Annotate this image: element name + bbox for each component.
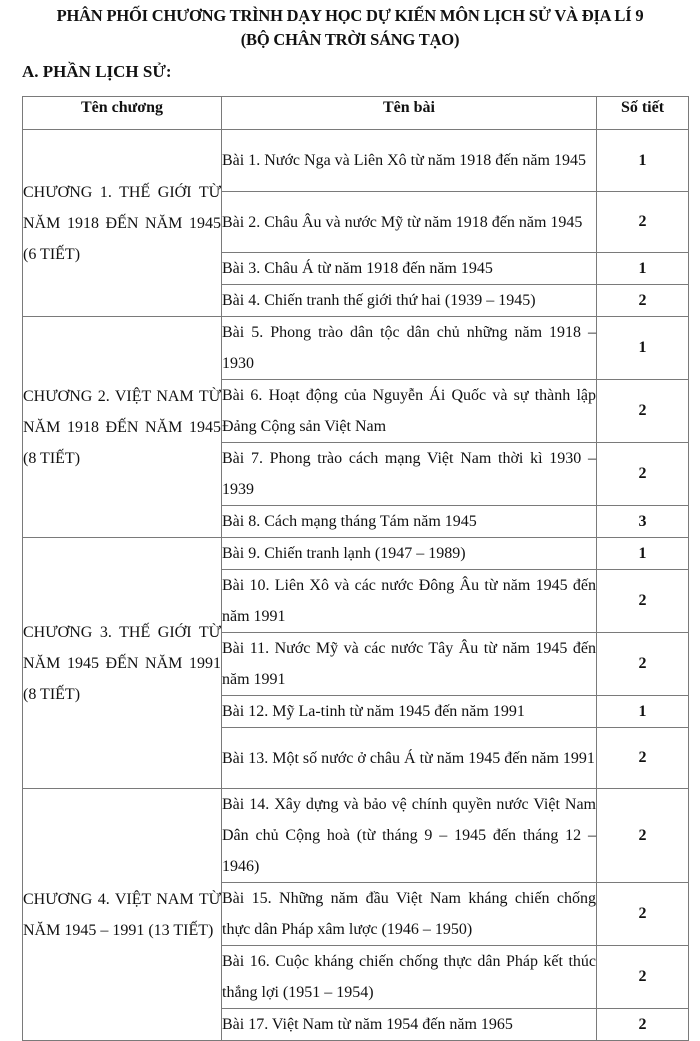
periods-cell: 2 xyxy=(597,633,689,696)
periods-cell: 1 xyxy=(597,538,689,570)
header-lesson-name: Tên bài xyxy=(222,97,597,130)
periods-cell: 2 xyxy=(597,285,689,317)
lesson-cell: Bài 6. Hoạt động của Nguyễn Ái Quốc và sự thành lập Đảng Cộng sản Việt Nam xyxy=(222,380,597,443)
table-row xyxy=(23,538,689,570)
periods-cell: 2 xyxy=(597,1009,689,1041)
document-title xyxy=(0,4,700,52)
header-periods: Số tiết xyxy=(597,97,689,130)
chapter-cell: CHƯƠNG 1. THẾ GIỚI TỪ NĂM 1918 ĐẾN NĂM 1945 (6 TIẾT) xyxy=(23,130,222,317)
header-chapter-name: Tên chương xyxy=(23,97,222,130)
periods-cell: 1 xyxy=(597,317,689,380)
lesson-cell: Bài 12. Mỹ La-tinh từ năm 1945 đến năm 1991 xyxy=(222,696,597,728)
lesson-cell: Bài 16. Cuộc kháng chiến chống thực dân Pháp kết thúc thắng lợi (1951 – 1954) xyxy=(222,946,597,1009)
lesson-cell: Bài 2. Châu Âu và nước Mỹ từ năm 1918 đến năm 1945 xyxy=(222,192,597,253)
periods-cell: 2 xyxy=(597,570,689,633)
lesson-cell: Bài 10. Liên Xô và các nước Đông Âu từ năm 1945 đến năm 1991 xyxy=(222,570,597,633)
table-row xyxy=(23,130,689,192)
lesson-cell: Bài 13. Một số nước ở châu Á từ năm 1945 đến năm 1991 xyxy=(222,728,597,789)
chapter-cell: CHƯƠNG 3. THẾ GIỚI TỪ NĂM 1945 ĐẾN NĂM 1991 (8 TIẾT) xyxy=(23,538,222,789)
document-title-line-2: (BỘ CHÂN TRỜI SÁNG TẠO) xyxy=(240,30,460,49)
lesson-cell: Bài 8. Cách mạng tháng Tám năm 1945 xyxy=(222,506,597,538)
table-header-row xyxy=(23,97,689,130)
lesson-cell: Bài 7. Phong trào cách mạng Việt Nam thời kì 1930 – 1939 xyxy=(222,443,597,506)
periods-cell: 2 xyxy=(597,728,689,789)
table-row xyxy=(23,789,689,883)
periods-cell: 1 xyxy=(597,696,689,728)
lesson-cell: Bài 15. Những năm đầu Việt Nam kháng chiến chống thực dân Pháp xâm lược (1946 – 1950) xyxy=(222,883,597,946)
periods-cell: 2 xyxy=(597,883,689,946)
chapter-cell: CHƯƠNG 4. VIỆT NAM TỪ NĂM 1945 – 1991 (13 TIẾT) xyxy=(23,789,222,1041)
periods-cell: 2 xyxy=(597,192,689,253)
periods-cell: 1 xyxy=(597,253,689,285)
lesson-cell: Bài 9. Chiến tranh lạnh (1947 – 1989) xyxy=(222,538,597,570)
table-row xyxy=(23,317,689,380)
periods-cell: 3 xyxy=(597,506,689,538)
curriculum-table xyxy=(22,96,689,1041)
lesson-cell: Bài 4. Chiến tranh thế giới thứ hai (1939 – 1945) xyxy=(222,285,597,317)
periods-cell: 2 xyxy=(597,789,689,883)
periods-cell: 2 xyxy=(597,946,689,1009)
lesson-cell: Bài 3. Châu Á từ năm 1918 đến năm 1945 xyxy=(222,253,597,285)
section-heading: A. PHẦN LỊCH SỬ: xyxy=(22,62,172,81)
lesson-cell: Bài 11. Nước Mỹ và các nước Tây Âu từ năm 1945 đến năm 1991 xyxy=(222,633,597,696)
lesson-cell: Bài 5. Phong trào dân tộc dân chủ những năm 1918 – 1930 xyxy=(222,317,597,380)
periods-cell: 1 xyxy=(597,130,689,192)
document-title-line-1: PHÂN PHỐI CHƯƠNG TRÌNH DẠY HỌC DỰ KIẾN MÔN LỊCH SỬ VÀ ĐỊA LÍ 9 xyxy=(56,6,644,25)
lesson-cell: Bài 17. Việt Nam từ năm 1954 đến năm 1965 xyxy=(222,1009,597,1041)
lesson-cell: Bài 1. Nước Nga và Liên Xô từ năm 1918 đến năm 1945 xyxy=(222,130,597,192)
periods-cell: 2 xyxy=(597,443,689,506)
lesson-cell: Bài 14. Xây dựng và bảo vệ chính quyền nước Việt Nam Dân chủ Cộng hoà (từ tháng 9 – 1945 đến tháng 12 – 1946) xyxy=(222,789,597,883)
chapter-cell: CHƯƠNG 2. VIỆT NAM TỪ NĂM 1918 ĐẾN NĂM 1945 (8 TIẾT) xyxy=(23,317,222,538)
periods-cell: 2 xyxy=(597,380,689,443)
